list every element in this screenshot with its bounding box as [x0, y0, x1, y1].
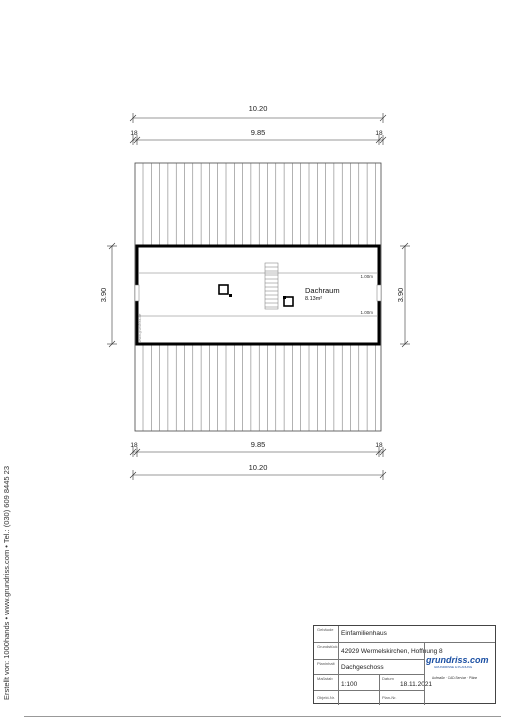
room-interior: [137, 246, 379, 344]
dim-height-left: 3.90: [99, 287, 108, 303]
tb-scale-label: Maßstab: [317, 676, 333, 681]
logo-services: Aufmaße · CAD-Service · Pläne: [432, 676, 478, 680]
watermark: www.grundriss.de: [138, 313, 142, 342]
room-area: 8.13m²: [305, 296, 323, 302]
dim-height-right: 3.90: [396, 287, 405, 303]
room-name: Dachraum: [305, 286, 340, 295]
chimney-left-dot: [229, 294, 232, 297]
dim-wall-left-top: 18: [130, 130, 138, 137]
tb-date-label: Datum: [382, 676, 394, 681]
tb-building-value: Einfamilienhaus: [341, 630, 387, 637]
side-credit-text: Erstellt von: 1000hands • www.grundriss.com • Tel.: (030) 609 8445 23: [2, 466, 11, 700]
tb-row-plan: [314, 660, 424, 675]
tb-site-value: 42929 Wermelskirchen, Hoffnung 8: [341, 648, 443, 655]
chimney-right-dot: [283, 296, 286, 299]
tb-planno-label: Plan-Nr.: [382, 695, 397, 700]
tb-plan-value: Dachgeschoss: [341, 664, 384, 671]
logo-tagline: GRUNDRISSE & PLANUNG: [434, 665, 473, 669]
tb-date-value: 18.11.2021: [400, 681, 433, 688]
dim-wall-right-top: 18: [375, 130, 383, 137]
tb-plan-label: Planinhalt: [317, 661, 335, 666]
slope-label-bottom: 1.00m: [360, 310, 373, 315]
slope-label-top: 1.00m: [360, 274, 373, 279]
dim-inner-top: 9.85: [250, 128, 266, 137]
tb-object-label: Objekt-Nr.: [317, 695, 336, 700]
tb-scale-value: 1:100: [341, 681, 358, 688]
logo-area: [424, 643, 496, 688]
dim-overall-bottom: 10.20: [248, 463, 268, 472]
title-block: [313, 625, 496, 704]
dim-inner-bottom: 9.85: [250, 440, 266, 449]
window-right: [377, 285, 381, 301]
tb-row-building: [314, 626, 495, 643]
grundriss-logo: grundriss.com: [426, 655, 489, 665]
tb-row-scale: [314, 675, 433, 691]
side-credit: [2, 456, 22, 700]
tb-row-numbers: [314, 691, 424, 704]
window-left: [135, 285, 139, 301]
tb-divider-label: [338, 626, 339, 705]
dim-wall-left-bottom: 18: [130, 442, 138, 449]
tb-row-site: [314, 643, 443, 660]
tb-divider-date: [379, 675, 380, 705]
page-frame-line: [24, 716, 501, 717]
tb-building-label: Gebäude: [317, 627, 334, 632]
dim-overall-top: 10.20: [248, 104, 268, 113]
dim-wall-right-bottom: 18: [375, 442, 383, 449]
tb-site-label: Grundstück: [317, 644, 338, 649]
